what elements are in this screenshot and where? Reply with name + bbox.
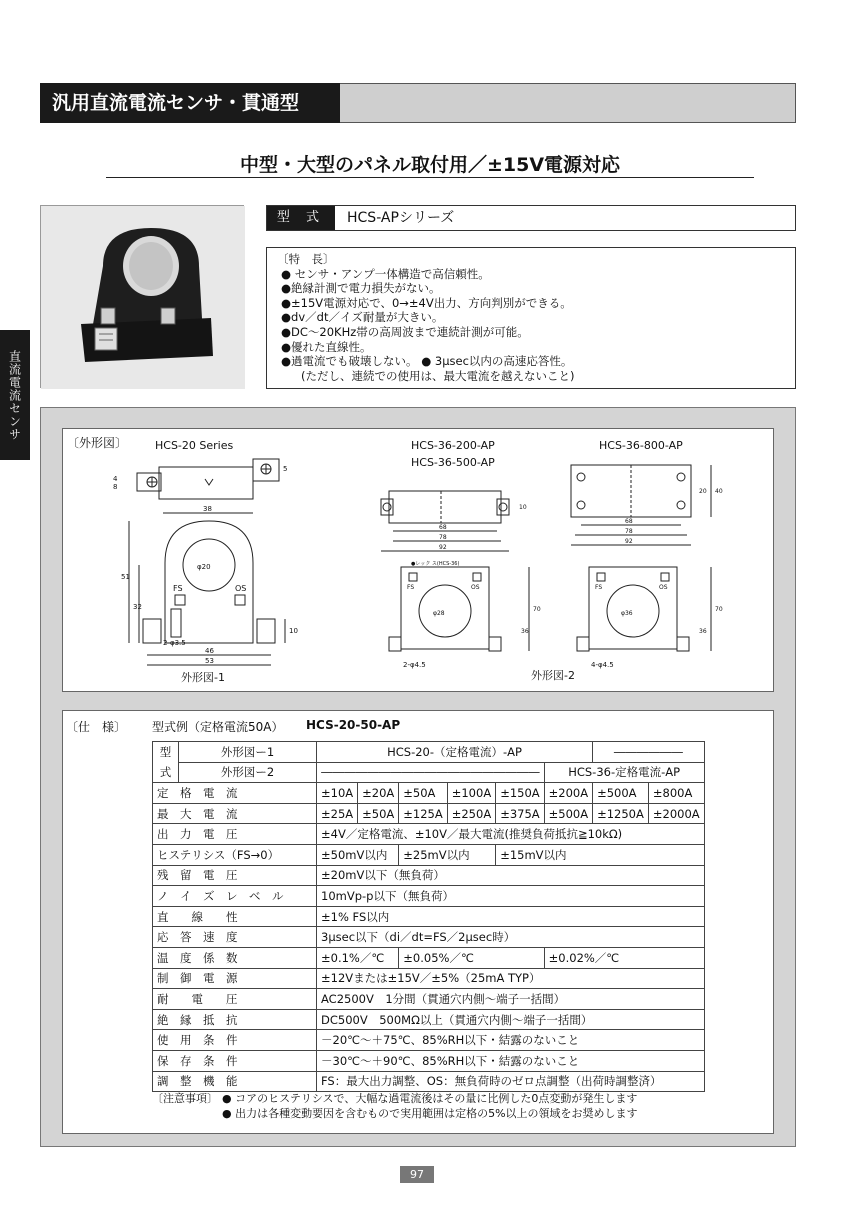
row-label: 残 留 電 圧 [153,865,317,886]
table-row [153,1071,705,1092]
spec-table [152,741,705,1092]
row-value: 3μsec以下（di／dt=FS／2μsec時） [317,927,705,948]
svg-text:φ36: φ36 [621,610,633,617]
row-value: ±0.1%／℃ [317,947,399,968]
model-label-bottom: 式 [159,765,172,780]
rated-label: 定 格 電 流 [153,783,317,804]
drawing3-front-view [577,567,723,669]
feature-continuation: (ただし、連続での使用は、最大電流を越えないこと) [301,368,575,383]
page-title: 汎用直流電流センサ・貫通型 [40,83,340,123]
model1: HCS-20-（定格電流）-AP [317,742,593,763]
row-value: ±15mV以内 [496,844,704,865]
series1-label: HCS-20 Series [155,439,234,452]
table-row [153,762,705,783]
model2: HCS-36-定格電流-AP [544,762,704,783]
outline2-label: 外形図ー2 [179,762,317,783]
svg-text:70: 70 [715,606,723,613]
table-row [153,865,705,886]
row-value: ±4V／定格電流、±10V／最大電流(推奨負荷抵抗≧10kΩ) [317,824,705,845]
series2a-label: HCS-36-200-AP [411,439,495,452]
max-value: ±250A [447,803,495,824]
model1-dash: ―――――― [593,742,705,763]
feature-item: ●dv／dt／イズ耐量が大きい。 [281,310,444,325]
max-value: ±50A [358,803,399,824]
row-label: ノ イ ズ レ ベ ル [153,886,317,907]
svg-text:4: 4 [113,475,118,483]
feature-item: ● センサ・アンプ一体構造で高信頼性。 [281,266,490,281]
svg-text:10: 10 [519,504,527,511]
row-value: AC2500V 1分間（貫通穴内側～端子一括間） [317,989,705,1010]
svg-text:OS: OS [659,584,668,591]
table-row [153,824,705,845]
svg-text:40: 40 [715,488,723,495]
row-value: ±1% FS以内 [317,906,705,927]
outline-drawings [63,429,775,693]
outline1-label: 外形図ー1 [179,742,317,763]
rated-value: ±800A [648,783,704,804]
svg-text:φ20: φ20 [197,563,211,571]
drawing1-front-view [121,505,298,665]
svg-text:10: 10 [289,627,298,635]
subtitle-rule [106,177,754,178]
caption-1: 外形図-1 [181,671,225,684]
svg-text:92: 92 [439,544,447,551]
max-value: ±125A [399,803,447,824]
series2b-label: HCS-36-500-AP [411,456,495,469]
drawing2-top-view [381,491,527,551]
table-row [153,906,705,927]
table-row [153,927,705,948]
model-row [266,205,796,231]
caption-2: 外形図-2 [531,669,575,682]
svg-text:36: 36 [521,628,529,635]
features-box [266,247,796,389]
row-value: DC500V 500MΩ以上（貫通穴内側～端子一括間） [317,1009,705,1030]
rated-value: ±50A [399,783,447,804]
side-tab: 直流電流センサ [0,330,30,460]
svg-text:20: 20 [699,488,707,495]
table-row [153,1050,705,1071]
svg-text:53: 53 [205,657,214,665]
max-value: ±25A [317,803,358,824]
svg-text:36: 36 [699,628,707,635]
row-value: ±50mV以内 [317,844,399,865]
outline-heading: 〔外形図〕 [67,436,128,450]
page-number: 97 [400,1166,434,1183]
svg-text:92: 92 [625,538,633,545]
drawing2-front-view [389,561,541,669]
sensor-photo-illustration [41,206,245,389]
rated-value: ±500A [593,783,649,804]
svg-text:78: 78 [625,528,633,535]
model-label-top: 型 [159,745,172,760]
table-row [153,886,705,907]
feature-item: ●±15V電源対応で、0→±4V出力、方向判別ができる。 [281,295,572,310]
svg-text:FS: FS [595,584,603,591]
svg-text:32: 32 [133,603,142,611]
drawing3-top-view [571,465,723,545]
spec-example-label: 型式例（定格電流50A） [152,720,284,734]
svg-text:FS: FS [173,584,183,593]
row-label: ヒステリシス（FS→0） [153,844,317,865]
max-label: 最 大 電 流 [153,803,317,824]
row-value: ±25mV以内 [399,844,496,865]
svg-text:OS: OS [235,584,247,593]
svg-text:46: 46 [205,647,214,655]
note-item: ● 出力は各種変動要因を含むもので実用範囲は定格の5%以上の領域をお奨めします [222,1107,638,1120]
table-row [153,742,705,763]
svg-text:OS: OS [471,584,480,591]
row-value: ±12Vまたは±15V／±5%（25mA TYP） [317,968,705,989]
series3-label: HCS-36-800-AP [599,439,683,452]
row-value: FS：最大出力調整、OS：無負荷時のゼロ点調整（出荷時調整済） [317,1071,705,1092]
row-label: 保 存 条 件 [153,1050,317,1071]
subtitle: 中型・大型のパネル取付用／±15V電源対応 [239,154,621,176]
feature-item: ●絶縁計測で電力損失がない。 [281,281,441,296]
row-label: 直 線 性 [153,906,317,927]
svg-text:70: 70 [533,606,541,613]
rated-value: ±20A [358,783,399,804]
drawing1-top-view [113,459,287,499]
table-row [153,844,705,865]
row-value: ±20mV以下（無負荷） [317,865,705,886]
table-row [153,1030,705,1051]
table-row [153,947,705,968]
max-value: ±375A [496,803,544,824]
rated-value: ±200A [544,783,592,804]
row-label: 制 御 電 源 [153,968,317,989]
table-row [153,803,705,824]
row-label: 調 整 機 能 [153,1071,317,1092]
row-value: －30℃～＋90℃、85%RH以下・結露のないこと [317,1050,705,1071]
svg-text:2-φ3.5: 2-φ3.5 [163,639,186,647]
row-value: 10mVp-p以下（無負荷） [317,886,705,907]
svg-text:4-φ4.5: 4-φ4.5 [591,661,614,669]
svg-text:68: 68 [625,518,633,525]
svg-text:51: 51 [121,573,130,581]
table-row [153,783,705,804]
row-label: 温 度 係 数 [153,947,317,968]
outline-panel [62,428,774,692]
note-item: ● コアのヒステリシスで、大幅な過電流後はその量に比例した0点変動が発生します [222,1092,638,1105]
rated-value: ±100A [447,783,495,804]
row-label: 絶 縁 抵 抗 [153,1009,317,1030]
spec-heading: 〔仕 様〕 [66,720,127,734]
svg-text:8: 8 [113,483,118,491]
feature-item: ●DC～20KHz帯の高周波まで連続計測が可能。 [281,324,529,339]
model2-dash: ――――――――――――――――――― [317,762,545,783]
table-row [153,1009,705,1030]
svg-text:2-φ4.5: 2-φ4.5 [403,661,426,669]
row-label: 耐 電 圧 [153,989,317,1010]
row-value: ±0.02%／℃ [544,947,704,968]
max-value: ±2000A [648,803,704,824]
svg-text:●レック ス(HCS-36): ●レック ス(HCS-36) [411,561,460,567]
feature-item: ●過電流でも破壊しない。 ● 3μsec以内の高速応答性。 [281,354,573,369]
row-label: 応 答 速 度 [153,927,317,948]
row-label: 出 力 電 圧 [153,824,317,845]
max-value: ±500A [544,803,592,824]
table-row [153,968,705,989]
svg-text:5: 5 [283,465,288,473]
features-heading: 〔特 長〕 [277,252,335,266]
product-photo [40,205,244,388]
svg-text:38: 38 [203,505,212,513]
notes-label: 〔注意事項〕 [152,1092,218,1105]
svg-text:φ28: φ28 [433,610,445,617]
svg-text:68: 68 [439,524,447,531]
rated-value: ±150A [496,783,544,804]
svg-text:FS: FS [407,584,415,591]
rated-value: ±10A [317,783,358,804]
model-value: HCS-APシリーズ [347,210,455,226]
row-value: －20℃～＋75℃、85%RH以下・結露のないこと [317,1030,705,1051]
model-label: 型 式 [267,206,335,230]
spec-example-model: HCS-20-50-AP [306,718,401,732]
feature-item: ●優れた直線性。 [281,339,372,354]
svg-text:78: 78 [439,534,447,541]
row-label: 使 用 条 件 [153,1030,317,1051]
row-value: ±0.05%／℃ [399,947,544,968]
table-row [153,989,705,1010]
max-value: ±1250A [593,803,649,824]
